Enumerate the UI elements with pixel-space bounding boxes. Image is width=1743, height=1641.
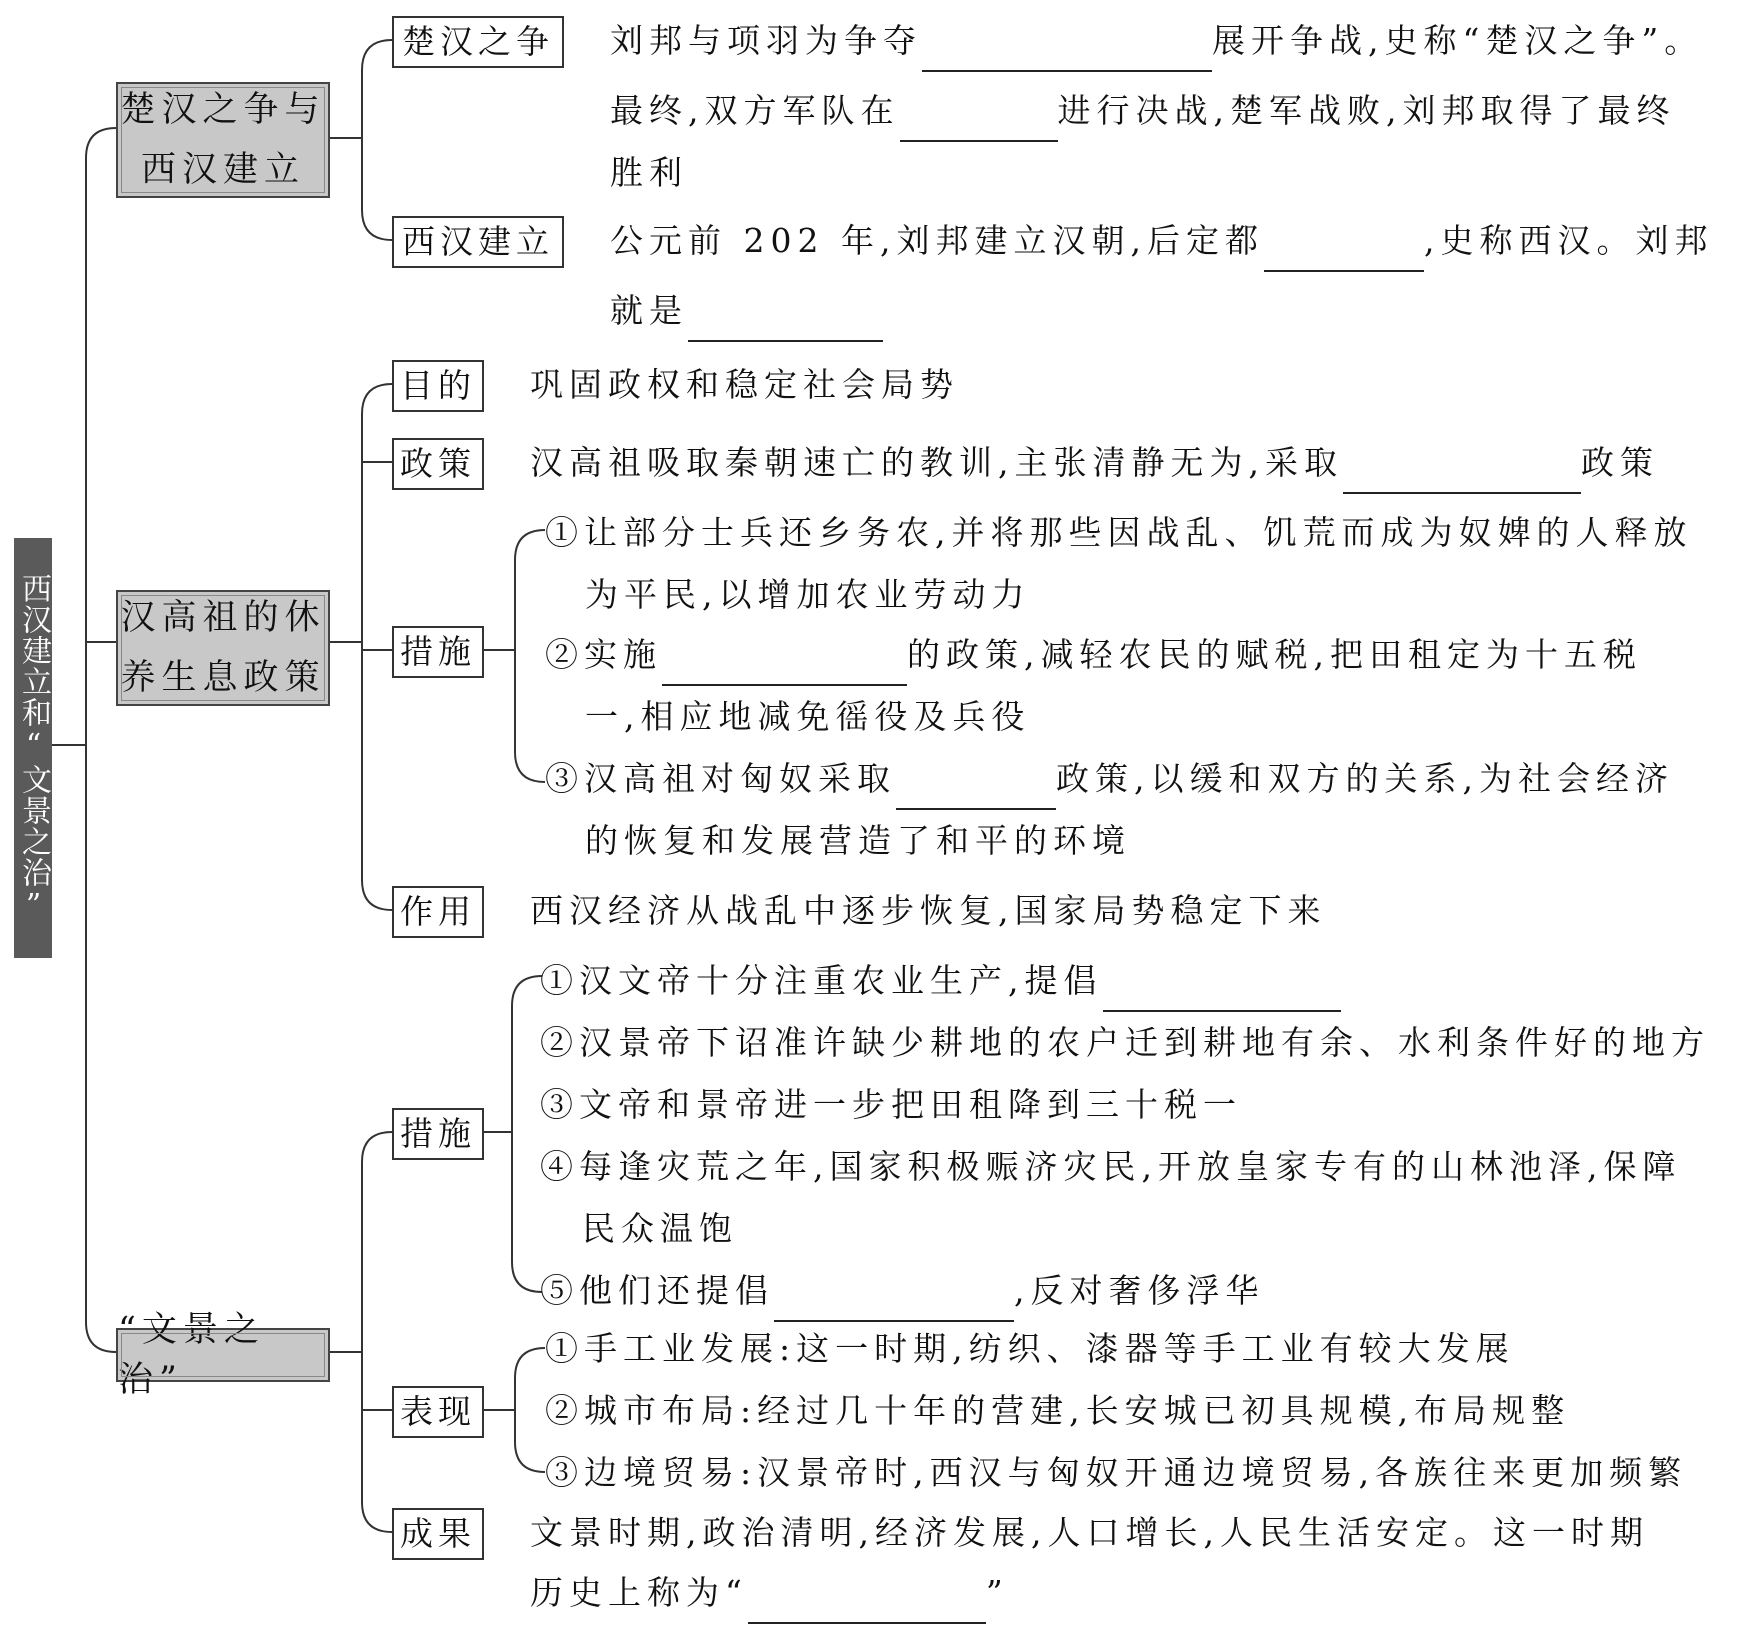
- perf-city-layout: ②城市布局:经过几十年的营建,长安城已初具规模,布局规整: [545, 1391, 1571, 1430]
- wenjing-measure-1a: ①汉文帝十分注重农业生产,提倡: [540, 961, 1103, 1000]
- xihan-text-1b: ,史称西汉。刘邦: [1423, 221, 1714, 260]
- blank-measure-policy[interactable]: [662, 640, 907, 686]
- chuhan-text-2b: 进行决战,楚军战败,刘邦取得了最终: [1057, 91, 1676, 130]
- gaozu-measure-2-line2: 一,相应地减免徭役及兵役: [585, 697, 1031, 736]
- xihan-text-line1: [610, 210, 1713, 272]
- purpose-text: 巩固政权和稳定社会局势: [530, 365, 959, 404]
- topic-chuhan-line1: 楚汉之争与: [120, 90, 326, 130]
- chuhan-text-2a: 最终,双方军队在: [610, 91, 900, 130]
- chuhan-text-line2: [610, 80, 1675, 142]
- topic-chuhan-line2: 西汉建立: [140, 150, 305, 190]
- label-result: 成果: [392, 1508, 484, 1560]
- blank-battle-place[interactable]: [900, 96, 1058, 142]
- perf-border-trade: ③边境贸易:汉景帝时,西汉与匈奴开通边境贸易,各族往来更加频繁: [545, 1453, 1688, 1492]
- gaozu-measure-2b: 的政策,减轻农民的赋税,把田租定为十五税: [907, 635, 1642, 674]
- chuhan-text-1a: 刘邦与项羽为争夺: [610, 21, 922, 60]
- chuhan-text-line1: [610, 10, 1703, 72]
- wenjing-measure-5b: ,反对奢侈浮华: [1014, 1271, 1265, 1310]
- blank-capital[interactable]: [1264, 226, 1424, 272]
- policy-text: [530, 432, 1659, 494]
- wenjing-measure-4-line1: ④每逢灾荒之年,国家积极赈济灾民,开放皇家专有的山林池泽,保障: [540, 1147, 1682, 1186]
- gaozu-measure-3b: 政策,以缓和双方的关系,为社会经济: [1056, 759, 1674, 798]
- label-xihan-jianli: 西汉建立: [392, 216, 564, 268]
- xihan-text-2a: 就是: [610, 291, 688, 330]
- label-effect: 作用: [392, 886, 484, 938]
- gaozu-measure-1-line1: ①让部分士兵还乡务农,并将那些因战乱、饥荒而成为奴婢的人释放: [545, 513, 1693, 552]
- xihan-text-1a: 公元前 202 年,刘邦建立汉朝,后定都: [610, 221, 1264, 260]
- chuhan-text-line3: 胜利: [610, 153, 688, 192]
- topic-wenjing-title: “文景之治”: [118, 1310, 265, 1400]
- label-policy: 政策: [392, 438, 484, 490]
- root-topic: 西汉建立和“文景之治”: [14, 538, 52, 958]
- topic-xiuyang-line2: 养生息政策: [120, 658, 326, 698]
- wenjing-measure-3: ③文帝和景帝进一步把田租降到三十税一: [540, 1085, 1242, 1124]
- label-purpose: 目的: [392, 360, 484, 412]
- result-text-line2: [530, 1562, 1009, 1624]
- gaozu-measure-3a: ③汉高祖对匈奴采取: [545, 759, 896, 798]
- xihan-text-line2: [610, 280, 883, 342]
- topic-wenjing: [116, 1310, 330, 1400]
- result-text-2a: 历史上称为“: [530, 1573, 748, 1612]
- effect-text: 西汉经济从战乱中逐步恢复,国家局势稳定下来: [530, 891, 1327, 930]
- label-chuhan-zhizheng: 楚汉之争: [392, 16, 564, 68]
- gaozu-measure-3-line1: [545, 748, 1674, 810]
- perf-handicraft: ①手工业发展:这一时期,纺织、漆器等手工业有较大发展: [545, 1329, 1515, 1368]
- wenjing-measure-1: [540, 950, 1341, 1012]
- blank-xiongnu-policy[interactable]: [896, 764, 1056, 810]
- blank-era-name[interactable]: [748, 1578, 986, 1624]
- blank-contest-target[interactable]: [922, 26, 1212, 72]
- topic-xiuyang-policy: [116, 590, 330, 706]
- label-measures-wenjing: 措施: [392, 1108, 484, 1160]
- blank-policy[interactable]: [1343, 448, 1581, 494]
- label-measures-gaozu: 措施: [392, 626, 484, 678]
- topic-chuhan-xihan: [116, 82, 330, 198]
- blank-frugality[interactable]: [774, 1276, 1014, 1322]
- chuhan-text-1b: 展开争战,史称“楚汉之争”。: [1212, 21, 1704, 60]
- gaozu-measure-3-line2: 的恢复和发展营造了和平的环境: [585, 821, 1131, 860]
- result-text-line1: 文景时期,政治清明,经济发展,人口增长,人民生活安定。这一时期: [530, 1513, 1649, 1552]
- gaozu-measure-1-line2: 为平民,以增加农业劳动力: [585, 575, 1031, 614]
- wenjing-measure-5a: ⑤他们还提倡: [540, 1271, 774, 1310]
- topic-xiuyang-line1: 汉高祖的休: [120, 598, 326, 638]
- result-text-2b: ”: [985, 1573, 1009, 1612]
- blank-emperor-title[interactable]: [688, 296, 883, 342]
- wenjing-measure-5: [540, 1260, 1265, 1322]
- gaozu-measure-2-line1: [545, 624, 1642, 686]
- wenjing-measure-2: ②汉景帝下诏准许缺少耕地的农户迁到耕地有余、水利条件好的地方: [540, 1023, 1710, 1062]
- gaozu-measure-2a: ②实施: [545, 635, 662, 674]
- label-performance: 表现: [392, 1386, 484, 1438]
- wenjing-measure-4-line2: 民众温饱: [582, 1209, 738, 1248]
- policy-text-a: 汉高祖吸取秦朝速亡的教训,主张清静无为,采取: [530, 443, 1343, 482]
- policy-text-b: 政策: [1580, 443, 1659, 482]
- blank-agriculture[interactable]: [1103, 966, 1341, 1012]
